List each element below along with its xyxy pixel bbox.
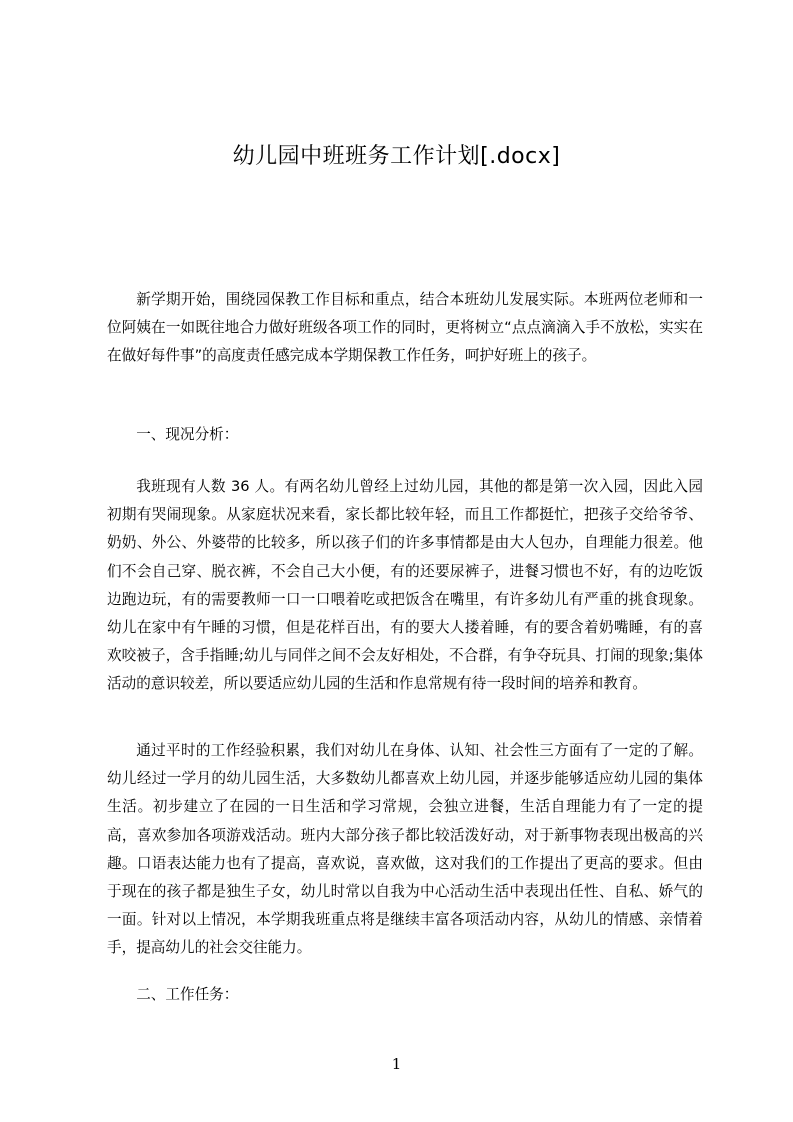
section-heading-status-analysis: 一、现况分析： (136, 426, 239, 443)
document-title: 幼儿园中班班务工作计划[.docx] (232, 144, 561, 169)
page-number: 1 (391, 1055, 402, 1073)
section-heading-work-tasks: 二、工作任务： (136, 986, 239, 1003)
status-analysis-paragraph-2: 通过平时的工作经验积累，我们对幼儿在身体、认知、社会性三方面有了一定的了解。幼儿经过一学月的幼儿园生活，大多数幼儿都喜欢上幼儿园，并逐步能够适应幼儿园的集体生活。初步建立了在园的一日生活和学习常规，会独立进餐，生活自理能力有了一定的提高，喜欢参加各项游戏活动。班内大部分孩子都比较活泼好动，对于新事物表现出极高的兴趣。口语表达能力也有了提高，喜欢说，喜欢做，这对我们的工作提出了更高的要求。但由于现在的孩子都是独生子女，幼儿时常以自我为中心活动生活中表现出任性、自私、娇气的一面。针对以上情况，本学期我班重点将是继续丰富各项活动内容，从幼儿的情感、亲情着手，提高幼儿的社会交往能力。 (107, 742, 703, 957)
status-analysis-paragraph-1: 我班现有人数 36 人。有两名幼儿曾经上过幼儿园，其他的都是第一次入园，因此入园初期有哭闹现象。从家庭状况来看，家长都比较年轻，而且工作都挺忙，把孩子交给爷爷、奶奶、外公、外婆带的比较多，所以孩子们的许多事情都是由大人包办，自理能力很差。他们不会自己穿、脱衣裤，不会自己大小便，有的还要尿裤子，进餐习惯也不好，有的边吃饭边跑边玩，有的需要教师一口一口喂着吃或把饭含在嘴里，有许多幼儿有严重的挑食现象。幼儿在家中有午睡的习惯，但是花样百出，有的要大人搂着睡，有的要含着奶嘴睡，有的喜欢咬被子，含手指睡;幼儿与同伴之间不会友好相处，不合群，有争夺玩具、打闹的现象;集体活动的意识较差，所以要适应幼儿园的生活和作息常规有待一段时间的培养和教育。 (107, 478, 703, 693)
intro-paragraph: 新学期开始，围绕园保教工作目标和重点，结合本班幼儿发展实际。本班两位老师和一位阿姨在一如既往地合力做好班级各项工作的同时，更将树立“点点滴滴入手不放松，实实在在做好每件事”的高度责任感完成本学期保教工作任务，呵护好班上的孩子。 (107, 291, 703, 365)
